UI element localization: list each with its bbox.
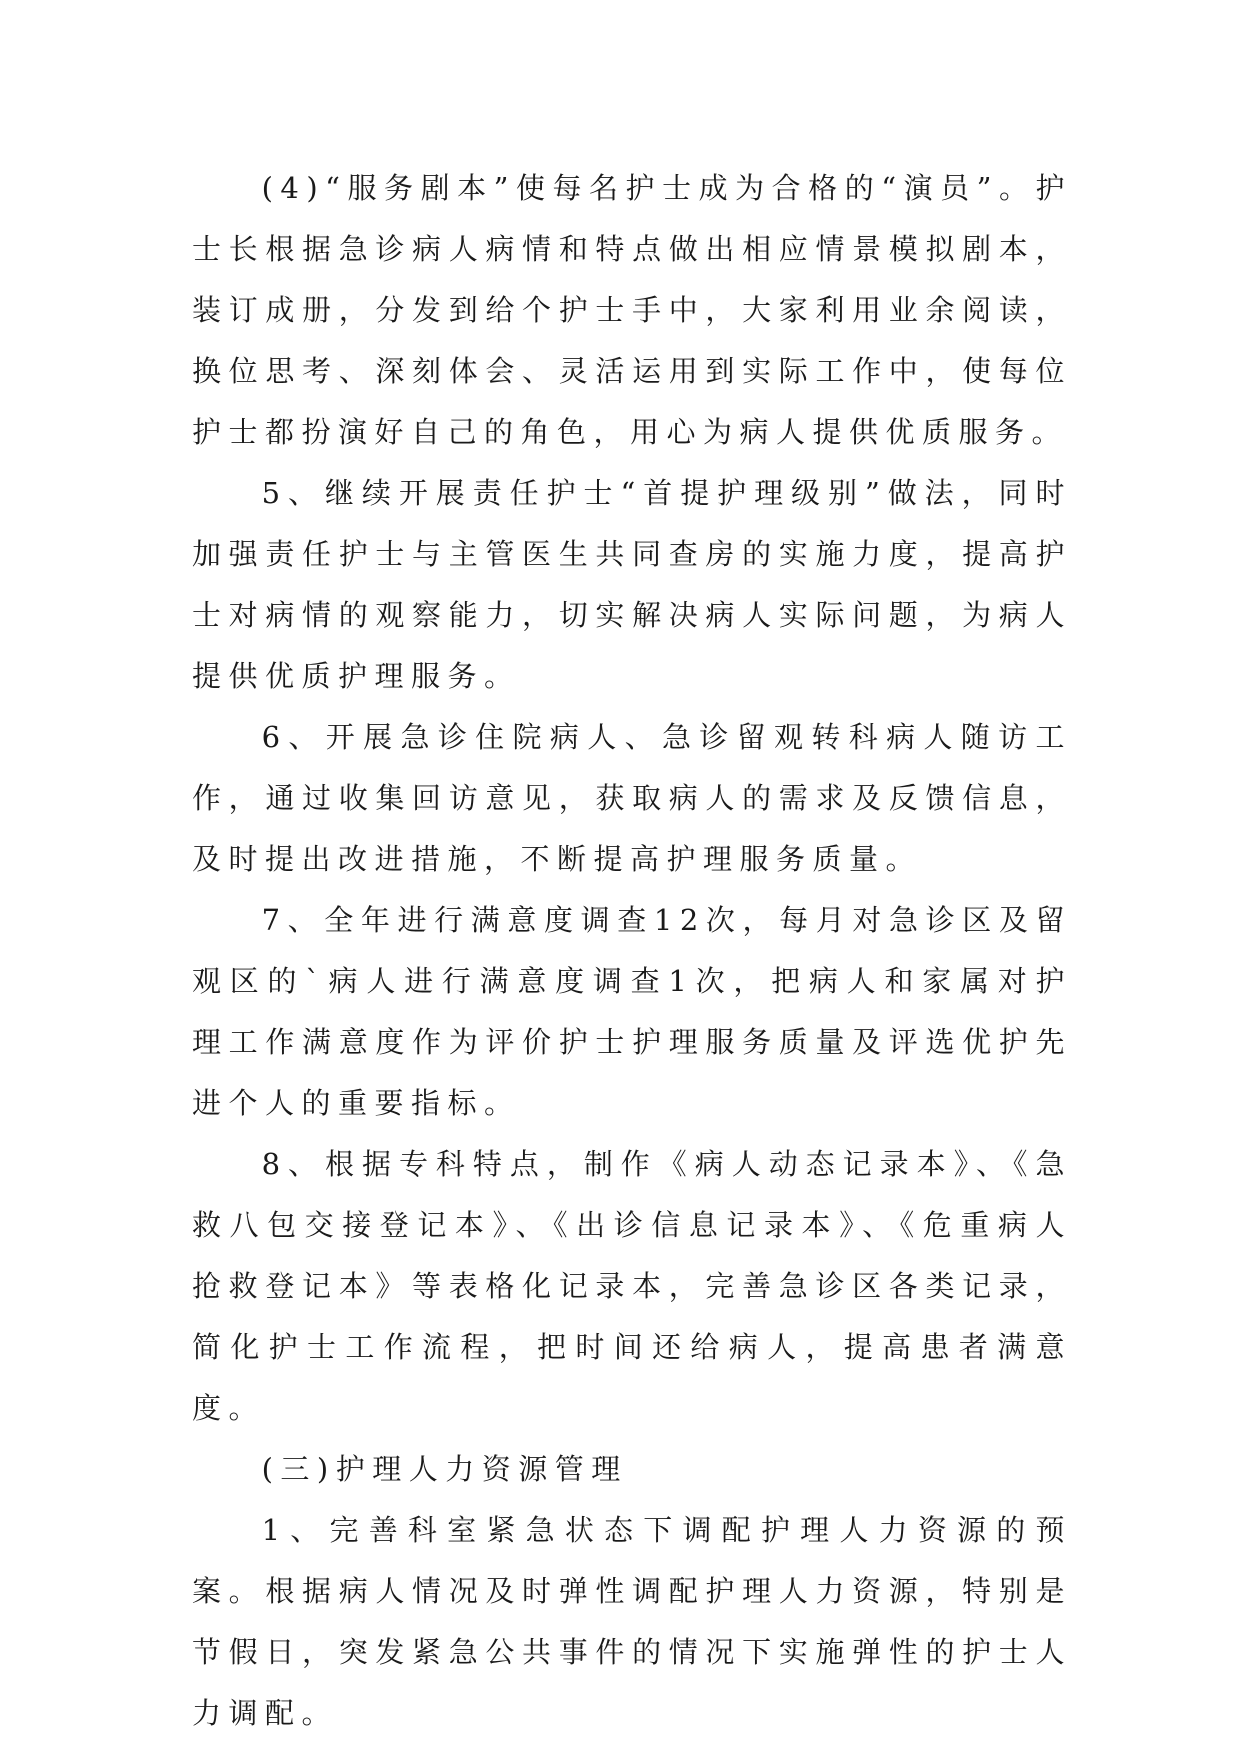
paragraph-item-5: 5、继续开展责任护士“首提护理级别”做法，同时加强责任护士与主管医生共同查房的实施力度，提高护士对病情的观察能力，切实解决病人实际问题，为病人提供优质护理服务。 xyxy=(192,476,1072,693)
paragraph-item-1: 1、完善科室紧急状态下调配护理人力资源的预案。根据病人情况及时弹性调配护理人力资源，特别是节假日，突发紧急公共事件的情况下实施弹性的护士人力调配。 xyxy=(192,1513,1072,1730)
paragraph-item-8: 8、根据专科特点，制作《病人动态记录本》、《急救八包交接登记本》、《出诊信息记录本》、《危重病人抢救登记本》等表格化记录本，完善急诊区各类记录，简化护士工作流程，把时间还给病人，提高患者满意度。 xyxy=(192,1147,1072,1425)
paragraph-item-7: 7、全年进行满意度调查12次，每月对急诊区及留观区的`病人进行满意度调查1次，把病人和家属对护理工作满意度作为评价护士护理服务质量及评选优护先进个人的重要指标。 xyxy=(192,903,1072,1120)
paragraph-service-script: (4)“服务剧本”使每名护士成为合格的“演员”。护士长根据急诊病人病情和特点做出相应情景模拟剧本，装订成册，分发到给个护士手中，大家利用业余阅读，换位思考、深刻体会、灵活运用到实际工作中，使每位护士都扮演好自己的角色，用心为病人提供优质服务。 xyxy=(192,171,1072,449)
document-body xyxy=(192,158,1072,1744)
paragraph-item-6: 6、开展急诊住院病人、急诊留观转科病人随访工作，通过收集回访意见，获取病人的需求及反馈信息，及时提出改进措施，不断提高护理服务质量。 xyxy=(192,720,1072,876)
section-heading: (三)护理人力资源管理 xyxy=(261,1452,628,1486)
